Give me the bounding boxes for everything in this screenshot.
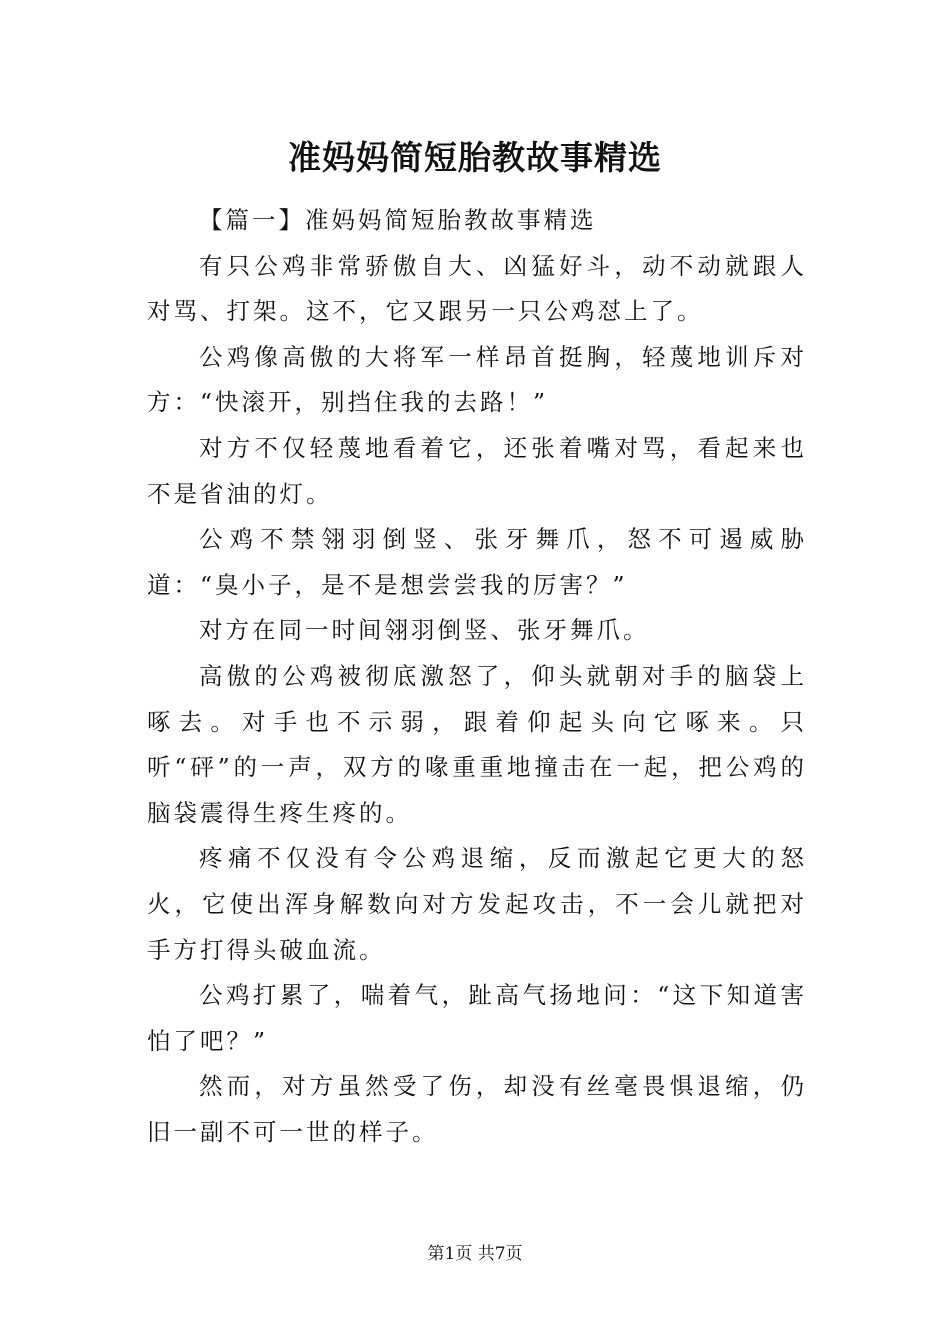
document-title: 准妈妈简短胎教故事精选 [288,138,662,177]
paragraph: 疼痛不仅没有令公鸡退缩，反而激起它更大的怒火，它使出浑身解数向对方发起攻击，不一会儿就把对手方打得头破血流。 [147,844,807,964]
paragraph: 公鸡不禁翎羽倒竖、张牙舞爪，怒不可遏威胁道：“臭小子，是不是想尝尝我的厉害？” [147,525,807,599]
paragraph-section-heading: 【篇一】准妈妈简短胎教故事精选 [199,206,597,234]
document-body [147,198,807,1155]
page-footer: 第1页 共7页 [427,1244,523,1264]
paragraph: 高傲的公鸡被彻底激怒了，仰头就朝对手的脑袋上啄去。对手也不示弱，跟着仰起头向它啄来。只听“砰”的一声，双方的喙重重地撞击在一起，把公鸡的脑袋震得生疼生疼的。 [147,661,807,827]
paragraph: 公鸡像高傲的大将军一样昂首挺胸，轻蔑地训斥对方：“快滚开，别挡住我的去路！” [147,342,807,417]
paragraph: 对方不仅轻蔑地看着它，还张着嘴对骂，看起来也不是省油的灯。 [147,433,807,508]
paragraph: 对方在同一时间翎羽倒竖、张牙舞爪。 [199,616,650,645]
paragraph: 然而，对方虽然受了伤，却没有丝毫畏惧退缩，仍旧一副不可一世的样子。 [147,1072,807,1146]
paragraph: 有只公鸡非常骄傲自大、凶猛好斗，动不动就跟人对骂、打架。这不，它又跟另一只公鸡怼上了。 [147,251,807,326]
paragraph: 公鸡打累了，喘着气，趾高气扬地问：“这下知道害怕了吧？” [147,981,807,1055]
